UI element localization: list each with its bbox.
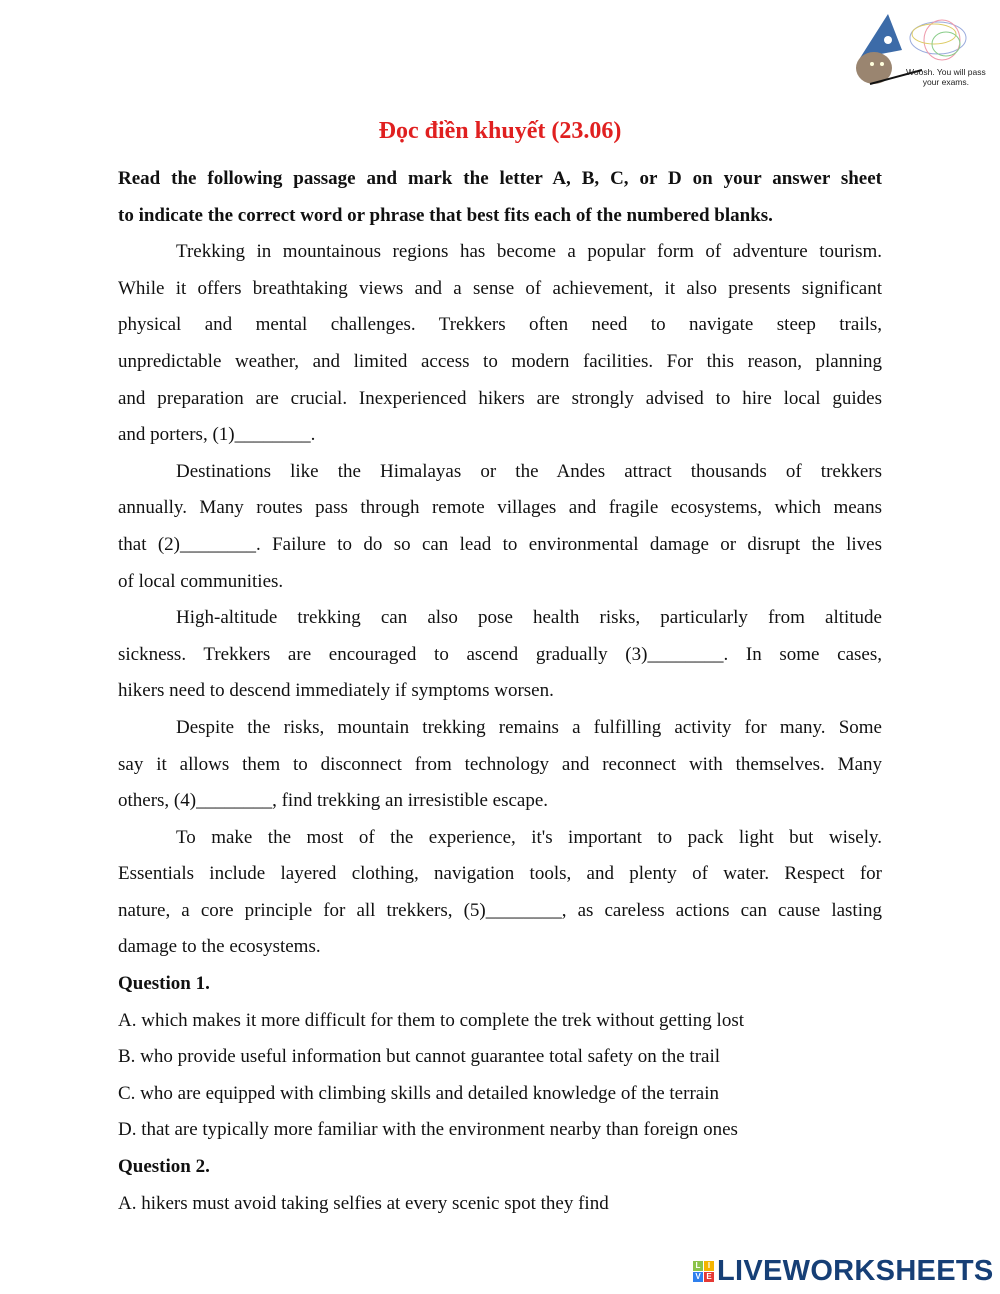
passage-line: Trekking in mountainous regions has become a popular form of adventure tourism.: [176, 241, 882, 263]
tile: E: [704, 1272, 714, 1282]
passage-line: To make the most of the experience, it's important to pack light but wisely.: [176, 826, 882, 848]
passage-line: sickness. Trekkers are encouraged to ascend gradually (3)________. In some cases,: [118, 643, 882, 665]
live-tiles-icon: [693, 1261, 714, 1282]
passage-line: Essentials include layered clothing, navigation tools, and plenty of water. Respect for: [118, 863, 882, 885]
passage-line: that (2)________. Failure to do so can lead to environmental damage or disrupt the lives: [118, 533, 882, 555]
instructions-line: to indicate the correct word or phrase that best fits each of the numbered blanks.: [118, 204, 773, 226]
answer-option[interactable]: D. that are typically more familiar with the environment nearby than foreign ones: [118, 1119, 738, 1141]
passage-line: say it allows them to disconnect from technology and reconnect with themselves. Many: [118, 753, 882, 775]
passage-line: High-altitude trekking can also pose health risks, particularly from altitude: [176, 607, 882, 629]
worksheet-body: [118, 161, 882, 1222]
passage-line: nature, a core principle for all trekkers, (5)________, as careless actions can cause lasting: [118, 899, 882, 921]
passage-line: While it offers breathtaking views and a sense of achievement, it also presents significant: [118, 277, 882, 299]
instructions-line: Read the following passage and mark the letter A, B, C, or D on your answer sheet: [118, 168, 882, 189]
passage-line: unpredictable weather, and limited access to modern facilities. For this reason, planning: [118, 350, 882, 372]
passage-line: and porters, (1)________.: [118, 424, 316, 446]
caption-line: your exams.: [922, 77, 969, 87]
passage-line: hikers need to descend immediately if symptoms worsen.: [118, 680, 554, 702]
passage-line: annually. Many routes pass through remote villages and fragile ecosystems, which means: [118, 497, 882, 519]
question-label: Question 1.: [118, 973, 210, 995]
tile: V: [693, 1272, 703, 1282]
caption-line: Woosh. You will pass: [906, 67, 986, 77]
page-title: Đọc điền khuyết (23.06): [378, 118, 622, 144]
passage-line: and preparation are crucial. Inexperienced hikers are strongly advised to hire local guides: [118, 387, 882, 409]
tile: L: [693, 1261, 703, 1271]
answer-option[interactable]: A. which makes it more difficult for them to complete the trek without getting lost: [118, 1009, 744, 1031]
liveworksheets-logo: [693, 1255, 994, 1288]
passage-line: Destinations like the Himalayas or the Andes attract thousands of trekkers: [176, 460, 882, 482]
answer-option[interactable]: C. who are equipped with climbing skills and detailed knowledge of the terrain: [118, 1082, 719, 1104]
passage-line: physical and mental challenges. Trekkers often need to navigate steep trails,: [118, 314, 882, 336]
brand-name: LIVEWORKSHEETS: [717, 1255, 994, 1287]
passage-line: of local communities.: [118, 570, 284, 592]
answer-option[interactable]: B. who provide useful information but cannot guarantee total safety on the trail: [118, 1046, 721, 1068]
passage-line: others, (4)________, find trekking an irresistible escape.: [118, 790, 549, 812]
answer-option[interactable]: A. hikers must avoid taking selfies at every scenic spot they find: [118, 1192, 609, 1214]
passage-line: Despite the risks, mountain trekking remains a fulfilling activity for many. Some: [176, 716, 882, 738]
logo-caption: [906, 67, 986, 87]
passage-line: damage to the ecosystems.: [118, 936, 321, 958]
tile: I: [704, 1261, 714, 1271]
question-label: Question 2.: [118, 1156, 210, 1178]
